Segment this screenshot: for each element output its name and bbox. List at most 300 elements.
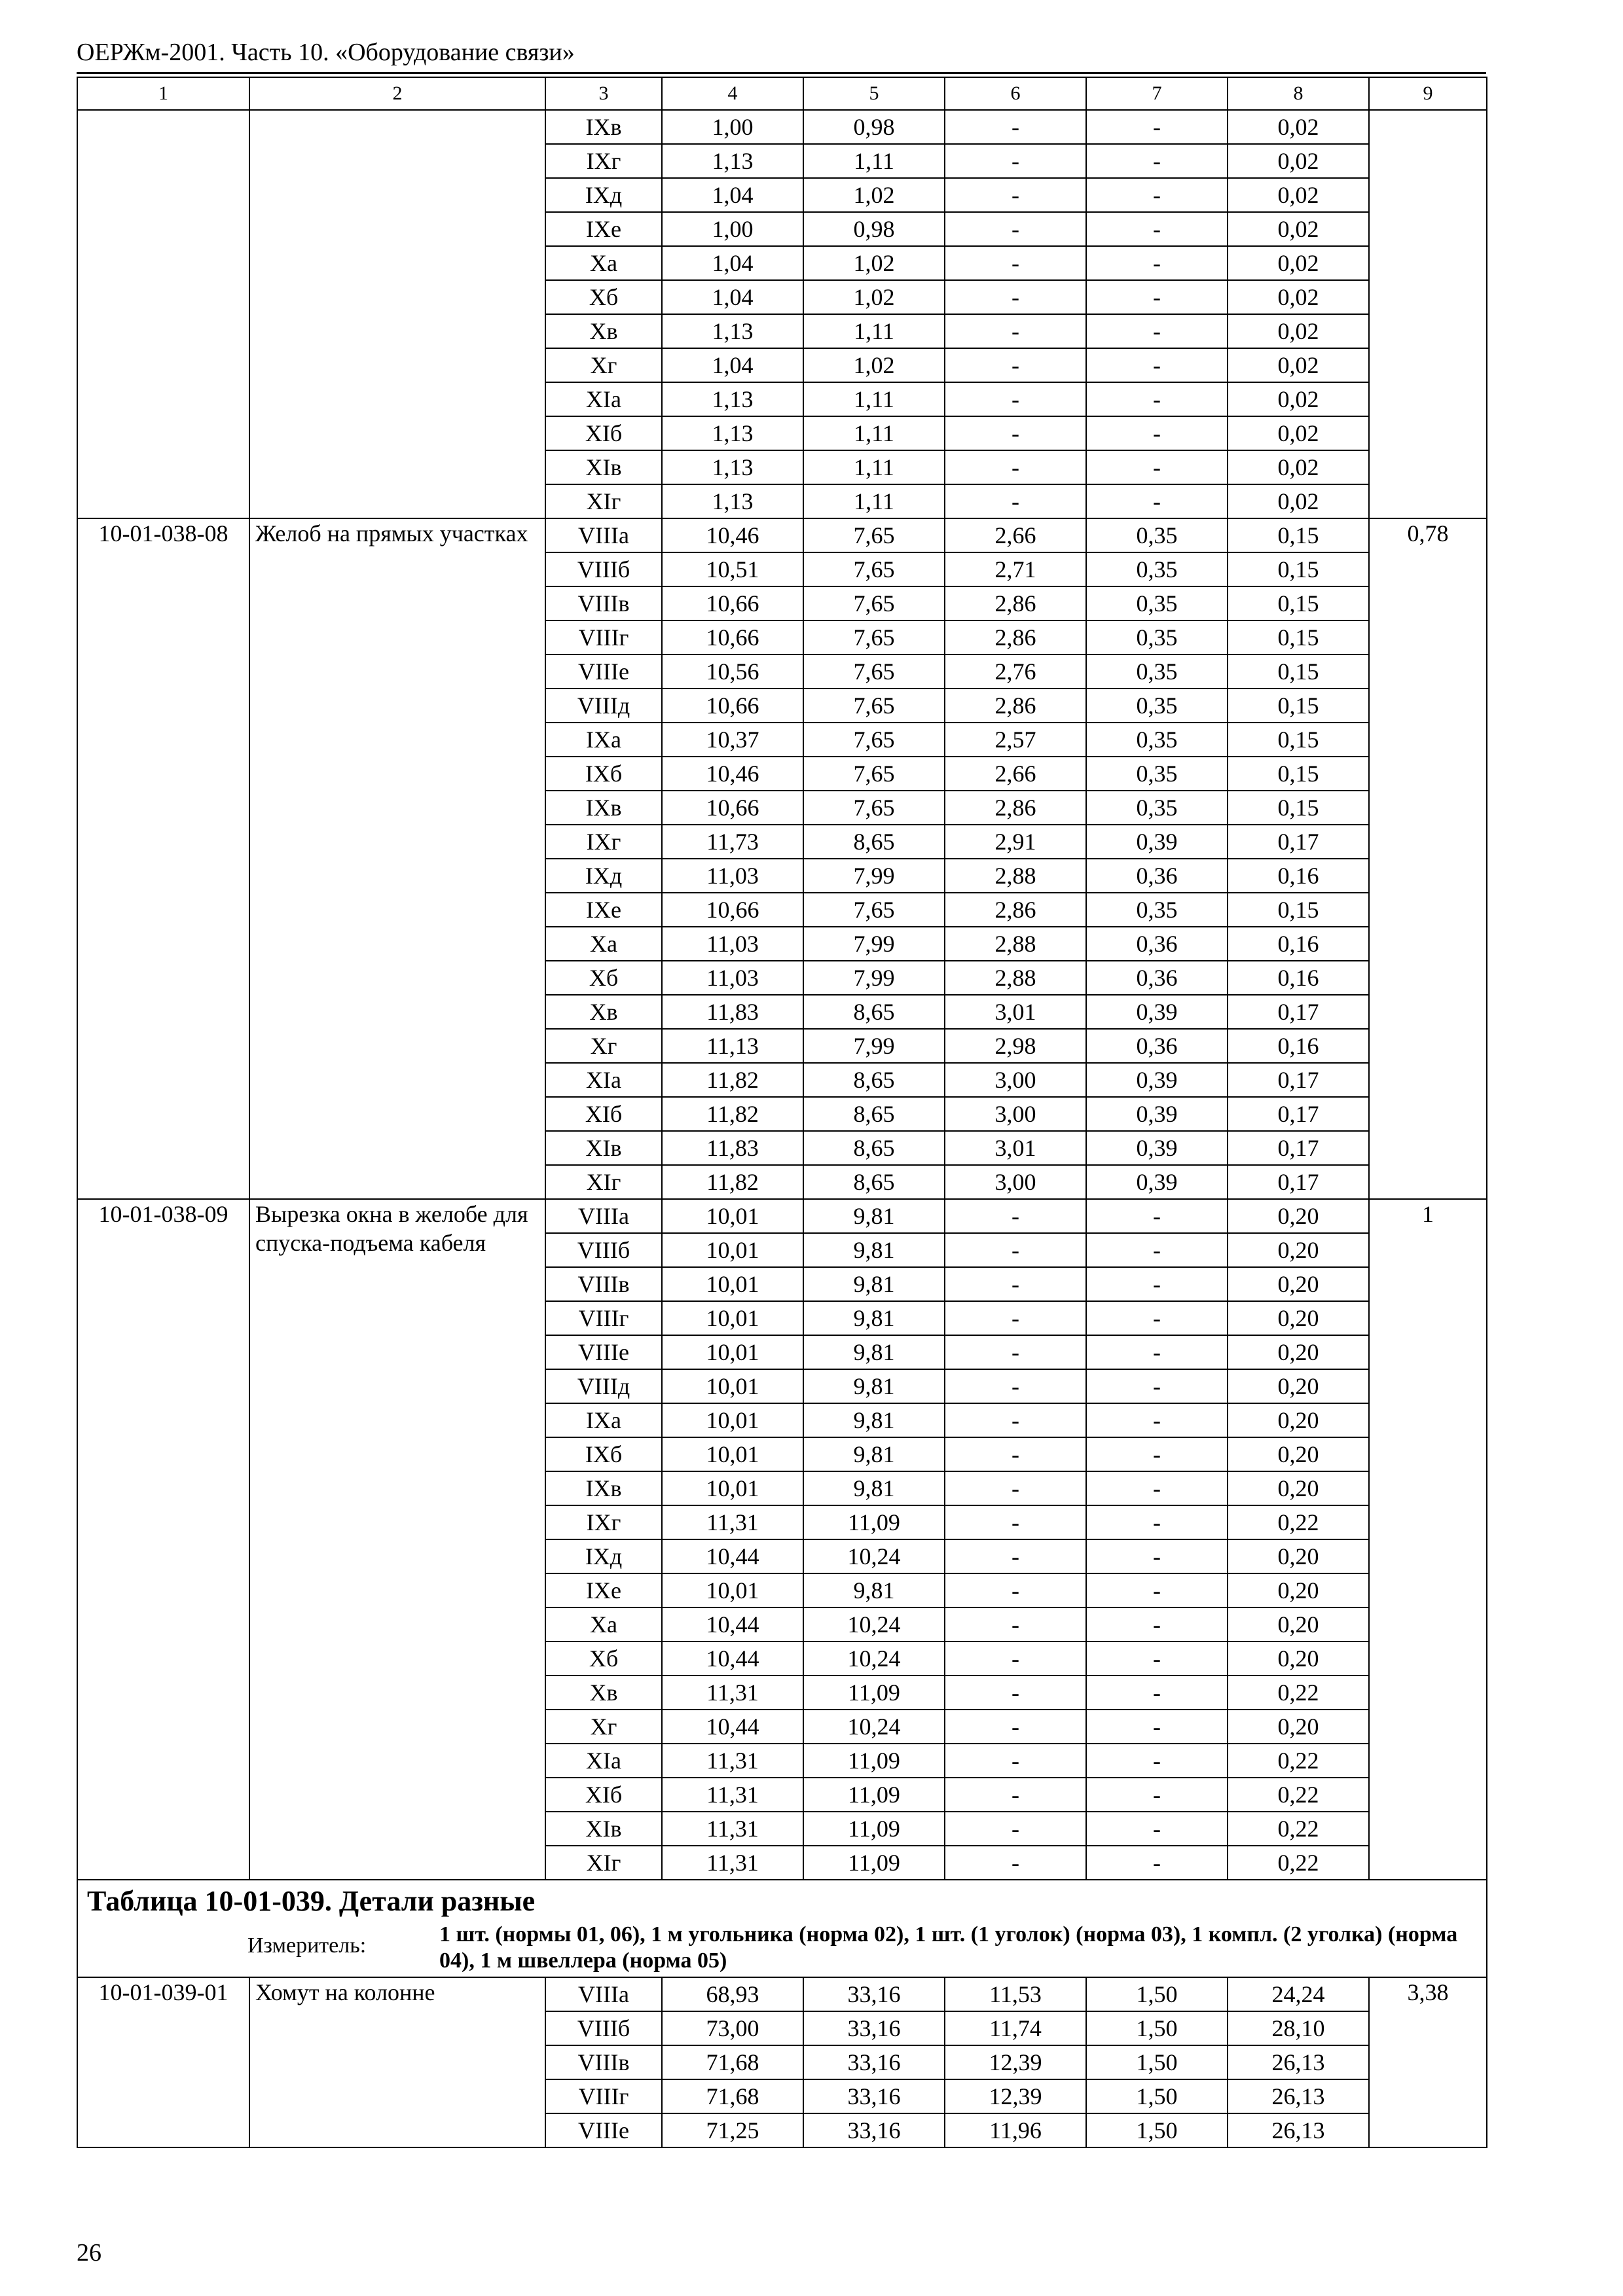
total-cost-cell: 11,82: [662, 1097, 803, 1131]
total-cost-cell: 11,82: [662, 1165, 803, 1199]
total-cost-cell: 11,82: [662, 1063, 803, 1097]
machinist-wage-cell: 0,39: [1086, 1131, 1228, 1165]
total-cost-cell: 10,01: [662, 1437, 803, 1471]
wage-cell: 7,65: [803, 655, 945, 689]
machinist-wage-cell: -: [1086, 144, 1228, 178]
machinist-wage-cell: -: [1086, 178, 1228, 212]
machines-cell: -: [945, 1267, 1086, 1301]
zone-cell: XIв: [545, 1131, 662, 1165]
total-cost-cell: 1,13: [662, 484, 803, 518]
column-number: 4: [662, 77, 803, 110]
wage-cell: 0,98: [803, 110, 945, 144]
machines-cell: 2,98: [945, 1029, 1086, 1063]
zone-cell: Xг: [545, 1029, 662, 1063]
total-cost-cell: 1,04: [662, 348, 803, 382]
zone-cell: IXд: [545, 1539, 662, 1573]
zone-cell: Xа: [545, 1607, 662, 1641]
machinist-wage-cell: -: [1086, 1267, 1228, 1301]
machinist-wage-cell: 0,35: [1086, 586, 1228, 620]
machinist-wage-cell: -: [1086, 1471, 1228, 1505]
zone-cell: Xв: [545, 314, 662, 348]
materials-cell: 0,22: [1228, 1846, 1369, 1880]
machines-cell: -: [945, 1539, 1086, 1573]
materials-cell: 0,17: [1228, 1063, 1369, 1097]
machinist-wage-cell: -: [1086, 1199, 1228, 1233]
machinist-wage-cell: 0,39: [1086, 825, 1228, 859]
machines-cell: 3,00: [945, 1063, 1086, 1097]
zone-cell: IXе: [545, 1573, 662, 1607]
machines-cell: 11,96: [945, 2113, 1086, 2147]
wage-cell: 1,11: [803, 382, 945, 416]
machines-cell: -: [945, 144, 1086, 178]
total-cost-cell: 1,04: [662, 246, 803, 280]
wage-cell: 1,11: [803, 450, 945, 484]
machinist-wage-cell: 0,36: [1086, 927, 1228, 961]
column-number: 1: [77, 77, 249, 110]
materials-cell: 0,15: [1228, 893, 1369, 927]
machinist-wage-cell: -: [1086, 280, 1228, 314]
materials-cell: 0,02: [1228, 110, 1369, 144]
machines-cell: -: [945, 1233, 1086, 1267]
materials-cell: 0,20: [1228, 1539, 1369, 1573]
materials-cell: 0,22: [1228, 1778, 1369, 1812]
wage-cell: 10,24: [803, 1539, 945, 1573]
zone-cell: IXд: [545, 859, 662, 893]
zone-cell: IXб: [545, 757, 662, 791]
wage-cell: 1,02: [803, 246, 945, 280]
machines-cell: 11,74: [945, 2011, 1086, 2045]
machines-cell: 2,66: [945, 757, 1086, 791]
zone-cell: IXе: [545, 893, 662, 927]
total-cost-cell: 1,04: [662, 178, 803, 212]
machines-cell: 2,57: [945, 723, 1086, 757]
materials-cell: 0,20: [1228, 1437, 1369, 1471]
wage-cell: 9,81: [803, 1301, 945, 1335]
machinist-wage-cell: -: [1086, 382, 1228, 416]
machinist-wage-cell: 0,35: [1086, 552, 1228, 586]
machines-cell: 12,39: [945, 2045, 1086, 2079]
zone-cell: VIIIд: [545, 1369, 662, 1403]
wage-cell: 9,81: [803, 1403, 945, 1437]
machines-cell: -: [945, 382, 1086, 416]
machinist-wage-cell: -: [1086, 1744, 1228, 1778]
machinist-wage-cell: 0,35: [1086, 689, 1228, 723]
total-cost-cell: 11,03: [662, 927, 803, 961]
wage-cell: 7,99: [803, 859, 945, 893]
materials-cell: 0,15: [1228, 689, 1369, 723]
machinist-wage-cell: -: [1086, 1301, 1228, 1335]
wage-cell: 7,99: [803, 1029, 945, 1063]
machinist-wage-cell: -: [1086, 1505, 1228, 1539]
machinist-wage-cell: -: [1086, 484, 1228, 518]
zone-cell: VIIIв: [545, 586, 662, 620]
wage-cell: 9,81: [803, 1199, 945, 1233]
wage-cell: 10,24: [803, 1607, 945, 1641]
total-cost-cell: 10,56: [662, 655, 803, 689]
norms-table: [77, 77, 1487, 2148]
materials-cell: 28,10: [1228, 2011, 1369, 2045]
materials-cell: 0,17: [1228, 1165, 1369, 1199]
zone-cell: XIб: [545, 1778, 662, 1812]
table-row: [77, 518, 1487, 552]
materials-cell: 0,17: [1228, 825, 1369, 859]
zone-cell: XIв: [545, 450, 662, 484]
materials-cell: 0,02: [1228, 314, 1369, 348]
running-header: ОЕРЖм-2001. Часть 10. «Оборудование связи»: [77, 39, 575, 66]
zone-cell: XIб: [545, 416, 662, 450]
materials-cell: 0,15: [1228, 586, 1369, 620]
wage-cell: 10,24: [803, 1710, 945, 1744]
total-cost-cell: 10,66: [662, 791, 803, 825]
machinist-wage-cell: -: [1086, 212, 1228, 246]
machinist-wage-cell: -: [1086, 1233, 1228, 1267]
zone-cell: Xа: [545, 927, 662, 961]
machines-cell: -: [945, 348, 1086, 382]
work-name: Хомут на колонне: [249, 1977, 545, 2147]
column-number: 3: [545, 77, 662, 110]
materials-cell: 0,20: [1228, 1641, 1369, 1676]
machines-cell: -: [945, 1437, 1086, 1471]
materials-cell: 0,15: [1228, 757, 1369, 791]
wage-cell: 33,16: [803, 2113, 945, 2147]
machines-cell: -: [945, 1846, 1086, 1880]
machines-cell: -: [945, 212, 1086, 246]
machinist-wage-cell: -: [1086, 1573, 1228, 1607]
zone-cell: IXг: [545, 144, 662, 178]
materials-cell: 0,15: [1228, 518, 1369, 552]
zone-cell: IXг: [545, 1505, 662, 1539]
column-number: 6: [945, 77, 1086, 110]
wage-cell: 8,65: [803, 1063, 945, 1097]
column-number: 5: [803, 77, 945, 110]
total-cost-cell: 1,13: [662, 416, 803, 450]
header-rule: [77, 72, 1486, 74]
machinist-wage-cell: -: [1086, 1846, 1228, 1880]
wage-cell: 10,24: [803, 1641, 945, 1676]
wage-cell: 8,65: [803, 1131, 945, 1165]
norm-code: 10-01-038-09: [77, 1199, 249, 1880]
machinist-wage-cell: 0,35: [1086, 723, 1228, 757]
column-number: 9: [1369, 77, 1487, 110]
zone-cell: VIIIа: [545, 1199, 662, 1233]
meter-label: Измеритель:: [247, 1933, 367, 1958]
wage-cell: 0,98: [803, 212, 945, 246]
zone-cell: VIIIе: [545, 1335, 662, 1369]
zone-cell: IXе: [545, 212, 662, 246]
machinist-wage-cell: -: [1086, 348, 1228, 382]
total-cost-cell: 10,66: [662, 586, 803, 620]
materials-cell: 0,02: [1228, 178, 1369, 212]
total-cost-cell: 1,13: [662, 450, 803, 484]
total-cost-cell: 1,13: [662, 314, 803, 348]
machinist-wage-cell: 0,35: [1086, 620, 1228, 655]
wage-cell: 11,09: [803, 1812, 945, 1846]
column-number-row: [77, 77, 1487, 110]
total-cost-cell: 11,31: [662, 1812, 803, 1846]
machinist-wage-cell: 0,39: [1086, 995, 1228, 1029]
norm-code: 10-01-039-01: [77, 1977, 249, 2147]
norm-code: [77, 110, 249, 518]
page-number: 26: [77, 2239, 101, 2267]
total-cost-cell: 11,13: [662, 1029, 803, 1063]
zone-cell: Xб: [545, 961, 662, 995]
machines-cell: 2,66: [945, 518, 1086, 552]
machines-cell: -: [945, 1471, 1086, 1505]
wage-cell: 9,81: [803, 1471, 945, 1505]
zone-cell: VIIIб: [545, 552, 662, 586]
total-cost-cell: 10,44: [662, 1539, 803, 1573]
meter-row: [87, 1922, 1480, 1974]
materials-cell: 24,24: [1228, 1977, 1369, 2011]
wage-cell: 7,65: [803, 586, 945, 620]
total-cost-cell: 10,66: [662, 689, 803, 723]
machines-cell: -: [945, 1505, 1086, 1539]
work-name: [249, 110, 545, 518]
materials-cell: 0,16: [1228, 1029, 1369, 1063]
column-number: 7: [1086, 77, 1228, 110]
wage-cell: 7,65: [803, 552, 945, 586]
materials-cell: 0,20: [1228, 1607, 1369, 1641]
machines-cell: -: [945, 314, 1086, 348]
machinist-wage-cell: -: [1086, 246, 1228, 280]
wage-cell: 8,65: [803, 825, 945, 859]
column-number: 2: [249, 77, 545, 110]
machinist-wage-cell: -: [1086, 1641, 1228, 1676]
total-cost-cell: 10,01: [662, 1199, 803, 1233]
machines-cell: -: [945, 110, 1086, 144]
materials-cell: 0,02: [1228, 144, 1369, 178]
total-cost-cell: 10,01: [662, 1403, 803, 1437]
machines-cell: -: [945, 1335, 1086, 1369]
machinist-wage-cell: 0,39: [1086, 1063, 1228, 1097]
machinist-wage-cell: -: [1086, 1607, 1228, 1641]
total-cost-cell: 10,01: [662, 1471, 803, 1505]
zone-cell: VIIIе: [545, 655, 662, 689]
materials-cell: 0,16: [1228, 961, 1369, 995]
machinist-wage-cell: -: [1086, 314, 1228, 348]
machinist-wage-cell: 1,50: [1086, 1977, 1228, 2011]
machines-cell: 2,86: [945, 893, 1086, 927]
materials-cell: 0,17: [1228, 1097, 1369, 1131]
machines-cell: 12,39: [945, 2079, 1086, 2113]
meter-text: 1 шт. (нормы 01, 06), 1 м угольника (норма 02), 1 шт. (1 уголок) (норма 03), 1 компл. (2 уголка) (норма 04), 1 м швеллера (норма 05): [439, 1922, 1458, 1973]
materials-cell: 0,02: [1228, 450, 1369, 484]
zone-cell: IXв: [545, 791, 662, 825]
total-cost-cell: 11,73: [662, 825, 803, 859]
total-cost-cell: 1,04: [662, 280, 803, 314]
machines-cell: -: [945, 484, 1086, 518]
total-cost-cell: 11,83: [662, 1131, 803, 1165]
wage-cell: 7,65: [803, 791, 945, 825]
materials-cell: 0,20: [1228, 1710, 1369, 1744]
total-cost-cell: 10,44: [662, 1710, 803, 1744]
materials-cell: 0,17: [1228, 995, 1369, 1029]
machinist-wage-cell: 1,50: [1086, 2045, 1228, 2079]
zone-cell: Xг: [545, 1710, 662, 1744]
zone-cell: Xб: [545, 280, 662, 314]
wage-cell: 8,65: [803, 1165, 945, 1199]
machines-cell: 3,00: [945, 1165, 1086, 1199]
wage-cell: 7,65: [803, 518, 945, 552]
wage-cell: 1,02: [803, 280, 945, 314]
total-cost-cell: 68,93: [662, 1977, 803, 2011]
total-cost-cell: 10,37: [662, 723, 803, 757]
work-name: Желоб на прямых участках: [249, 518, 545, 1199]
machinist-wage-cell: 1,50: [1086, 2079, 1228, 2113]
wage-cell: 11,09: [803, 1778, 945, 1812]
machines-cell: -: [945, 1744, 1086, 1778]
zone-cell: IXв: [545, 1471, 662, 1505]
zone-cell: IXг: [545, 825, 662, 859]
machines-cell: -: [945, 1403, 1086, 1437]
zone-cell: VIIIг: [545, 1301, 662, 1335]
wage-cell: 9,81: [803, 1233, 945, 1267]
materials-cell: 26,13: [1228, 2045, 1369, 2079]
materials-cell: 0,20: [1228, 1233, 1369, 1267]
machinist-wage-cell: -: [1086, 416, 1228, 450]
total-cost-cell: 10,01: [662, 1369, 803, 1403]
materials-cell: 0,02: [1228, 212, 1369, 246]
materials-cell: 26,13: [1228, 2079, 1369, 2113]
wage-cell: 8,65: [803, 1097, 945, 1131]
zone-cell: VIIIг: [545, 620, 662, 655]
total-cost-cell: 73,00: [662, 2011, 803, 2045]
wage-cell: 9,81: [803, 1335, 945, 1369]
zone-cell: IXа: [545, 723, 662, 757]
wage-cell: 1,11: [803, 314, 945, 348]
machinist-wage-cell: 1,50: [1086, 2113, 1228, 2147]
zone-cell: VIIIг: [545, 2079, 662, 2113]
machines-cell: 2,88: [945, 961, 1086, 995]
materials-cell: 0,22: [1228, 1505, 1369, 1539]
wage-cell: 7,99: [803, 927, 945, 961]
materials-cell: 0,16: [1228, 927, 1369, 961]
wage-cell: 7,65: [803, 893, 945, 927]
materials-cell: 0,15: [1228, 620, 1369, 655]
wage-cell: 1,11: [803, 484, 945, 518]
materials-cell: 0,17: [1228, 1131, 1369, 1165]
total-cost-cell: 10,44: [662, 1607, 803, 1641]
total-cost-cell: 10,01: [662, 1335, 803, 1369]
machinist-wage-cell: -: [1086, 1778, 1228, 1812]
materials-cell: 0,22: [1228, 1744, 1369, 1778]
materials-cell: 0,20: [1228, 1335, 1369, 1369]
table-row: [77, 1199, 1487, 1233]
zone-cell: IXа: [545, 1403, 662, 1437]
wage-cell: 7,65: [803, 757, 945, 791]
machines-cell: 2,86: [945, 620, 1086, 655]
materials-cell: 0,15: [1228, 552, 1369, 586]
wage-cell: 33,16: [803, 2011, 945, 2045]
machines-cell: -: [945, 280, 1086, 314]
total-cost-cell: 10,44: [662, 1641, 803, 1676]
machines-cell: 2,86: [945, 689, 1086, 723]
norm-code: 10-01-038-08: [77, 518, 249, 1199]
materials-cell: 26,13: [1228, 2113, 1369, 2147]
materials-cell: 0,20: [1228, 1301, 1369, 1335]
table-title-row: [77, 1880, 1487, 1977]
machines-cell: -: [945, 1710, 1086, 1744]
total-cost-cell: 11,31: [662, 1505, 803, 1539]
materials-cell: 0,02: [1228, 484, 1369, 518]
machinist-wage-cell: -: [1086, 1710, 1228, 1744]
materials-cell: 0,20: [1228, 1403, 1369, 1437]
wage-cell: 7,65: [803, 620, 945, 655]
total-cost-cell: 10,01: [662, 1267, 803, 1301]
machines-cell: -: [945, 450, 1086, 484]
total-cost-cell: 10,46: [662, 518, 803, 552]
zone-cell: IXд: [545, 178, 662, 212]
total-cost-cell: 11,83: [662, 995, 803, 1029]
materials-cell: 0,22: [1228, 1812, 1369, 1846]
materials-cell: 0,02: [1228, 416, 1369, 450]
total-cost-cell: 11,03: [662, 859, 803, 893]
materials-cell: 0,15: [1228, 791, 1369, 825]
total-cost-cell: 11,31: [662, 1846, 803, 1880]
machines-cell: -: [945, 178, 1086, 212]
materials-cell: 0,20: [1228, 1267, 1369, 1301]
machinist-wage-cell: -: [1086, 1335, 1228, 1369]
zone-cell: IXб: [545, 1437, 662, 1471]
labor-cost-cell: 3,38: [1369, 1977, 1487, 2147]
machinist-wage-cell: 0,39: [1086, 1165, 1228, 1199]
zone-cell: XIг: [545, 1165, 662, 1199]
zone-cell: VIIIв: [545, 2045, 662, 2079]
labor-cost-cell: 0,78: [1369, 518, 1487, 1199]
column-number: 8: [1228, 77, 1369, 110]
materials-cell: 0,20: [1228, 1369, 1369, 1403]
work-name: Вырезка окна в желобе для спуска-подъема кабеля: [249, 1199, 545, 1880]
total-cost-cell: 1,13: [662, 144, 803, 178]
materials-cell: 0,15: [1228, 655, 1369, 689]
wage-cell: 1,11: [803, 416, 945, 450]
total-cost-cell: 10,46: [662, 757, 803, 791]
machines-cell: 2,86: [945, 791, 1086, 825]
zone-cell: Xв: [545, 1676, 662, 1710]
machines-cell: -: [945, 1607, 1086, 1641]
wage-cell: 8,65: [803, 995, 945, 1029]
wage-cell: 11,09: [803, 1846, 945, 1880]
total-cost-cell: 71,68: [662, 2079, 803, 2113]
materials-cell: 0,02: [1228, 382, 1369, 416]
wage-cell: 33,16: [803, 2079, 945, 2113]
total-cost-cell: 10,51: [662, 552, 803, 586]
materials-cell: 0,02: [1228, 280, 1369, 314]
zone-cell: VIIIа: [545, 518, 662, 552]
wage-cell: 9,81: [803, 1437, 945, 1471]
materials-cell: 0,20: [1228, 1199, 1369, 1233]
zone-cell: XIг: [545, 484, 662, 518]
zone-cell: XIа: [545, 1744, 662, 1778]
table-title: Таблица 10-01-039. Детали разные: [87, 1885, 536, 1917]
zone-cell: VIIIд: [545, 689, 662, 723]
machines-cell: -: [945, 1369, 1086, 1403]
total-cost-cell: 71,25: [662, 2113, 803, 2147]
zone-cell: VIIIа: [545, 1977, 662, 2011]
materials-cell: 0,22: [1228, 1676, 1369, 1710]
total-cost-cell: 10,66: [662, 893, 803, 927]
wage-cell: 7,65: [803, 723, 945, 757]
total-cost-cell: 11,31: [662, 1744, 803, 1778]
wage-cell: 33,16: [803, 1977, 945, 2011]
wage-cell: 9,81: [803, 1369, 945, 1403]
wage-cell: 9,81: [803, 1573, 945, 1607]
total-cost-cell: 11,31: [662, 1676, 803, 1710]
machines-cell: 2,71: [945, 552, 1086, 586]
table-row: [77, 1977, 1487, 2011]
zone-cell: Xб: [545, 1641, 662, 1676]
zone-cell: VIIIв: [545, 1267, 662, 1301]
